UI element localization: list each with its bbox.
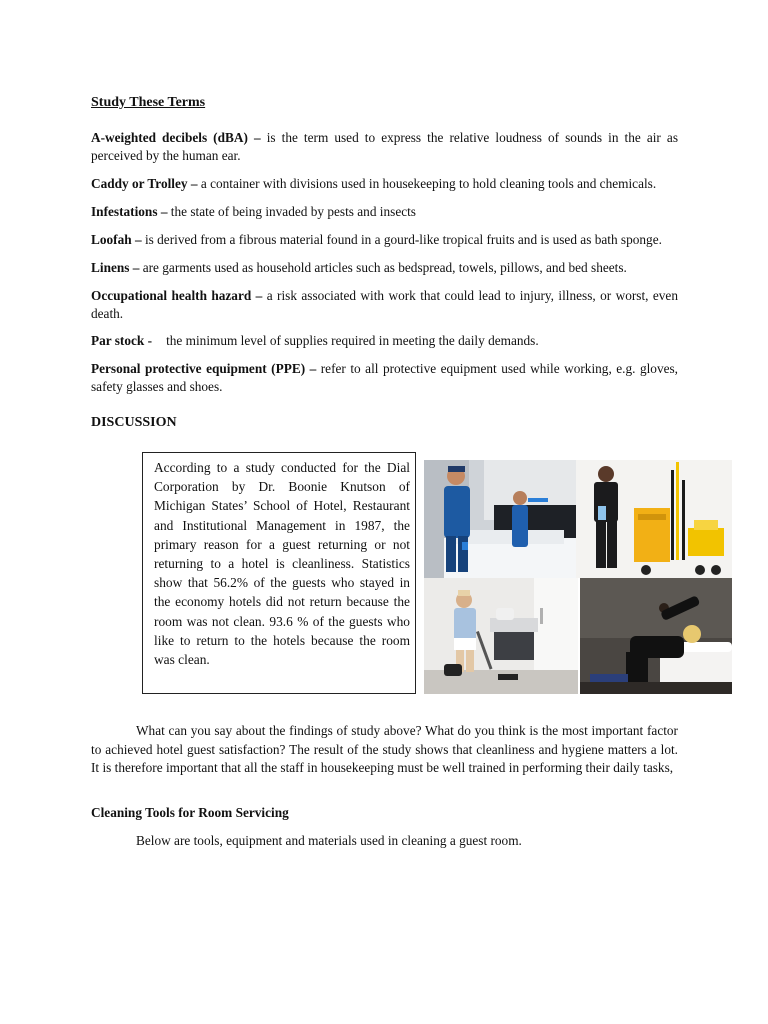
discussion-heading: DISCUSSION: [91, 415, 177, 430]
term-title: A-weighted decibels (dBA) –: [91, 130, 261, 145]
term-linens: [91, 259, 678, 277]
term-dba: [91, 129, 678, 165]
term-occupational-hazard: [91, 287, 678, 323]
term-loofah: [91, 231, 678, 249]
term-definition: is derived from a fibrous material found in a gourd-like tropical fruits and is used as bath sponge.: [141, 232, 662, 247]
photo-bed-making: [424, 460, 576, 578]
photo-bathroom-cleaning: [580, 578, 732, 694]
housekeeping-photo-collage: [424, 460, 732, 694]
term-infestations: [91, 203, 678, 221]
term-title: Caddy or Trolley –: [91, 176, 198, 191]
term-definition: a container with divisions used in housekeeping to hold cleaning tools and chemicals.: [197, 176, 657, 191]
term-definition: the minimum level of supplies required in meeting the daily demands.: [166, 333, 539, 348]
cleaning-tools-intro: Below are tools, equipment and materials used in cleaning a guest room.: [136, 833, 522, 848]
study-terms-heading: Study These Terms: [91, 95, 206, 110]
term-definition: is the term used to express the relative loudness of sounds in the air as perceived by the human ear.: [91, 130, 678, 163]
cleaning-tools-heading: Cleaning Tools for Room Servicing: [91, 805, 289, 820]
term-ppe: [91, 360, 678, 396]
study-findings-box: According to a study conducted for the Dial Corporation by Dr. Boonie Knutson of Michigan States’ School of Hotel, Restaurant and Institutional Management in 1987, the primary reason for a guest returning or not returning to a hotel is cleanliness. Statistics show that 56.2% of the guests who stayed in the economy hotels did not return because the room was not clean. 93.6 % of the guests who like to return to the hotels because the room was clean.: [142, 452, 416, 694]
term-definition: are garments used as household articles such as bedspread, towels, pillows, and bed sheets.: [139, 260, 627, 275]
term-title: Loofah –: [91, 232, 142, 247]
term-title: Occupational health hazard –: [91, 288, 263, 303]
photo-cleaning-trolley: [576, 460, 732, 578]
term-caddy: [91, 175, 678, 193]
photo-vacuuming: [424, 578, 578, 694]
term-title: Par stock -: [91, 333, 153, 348]
term-definition: refer to all protective equipment used while working, e.g. gloves, safety glasses and shoes.: [91, 361, 678, 394]
term-title: Linens –: [91, 260, 140, 275]
term-par-stock: [91, 332, 678, 350]
discussion-paragraph: What can you say about the findings of study above? What do you think is the most important factor to achieved hotel guest satisfaction? The result of the study shows that cleanliness and hygiene matters a lot. It is therefore important that all the staff in housekeeping must be well trained in performing their daily tasks,: [91, 723, 678, 775]
term-title: Personal protective equipment (PPE) –: [91, 361, 317, 376]
term-title: Infestations –: [91, 204, 168, 219]
term-definition: a risk associated with work that could lead to injury, illness, or worst, even death.: [91, 288, 678, 321]
term-definition: the state of being invaded by pests and insects: [167, 204, 416, 219]
